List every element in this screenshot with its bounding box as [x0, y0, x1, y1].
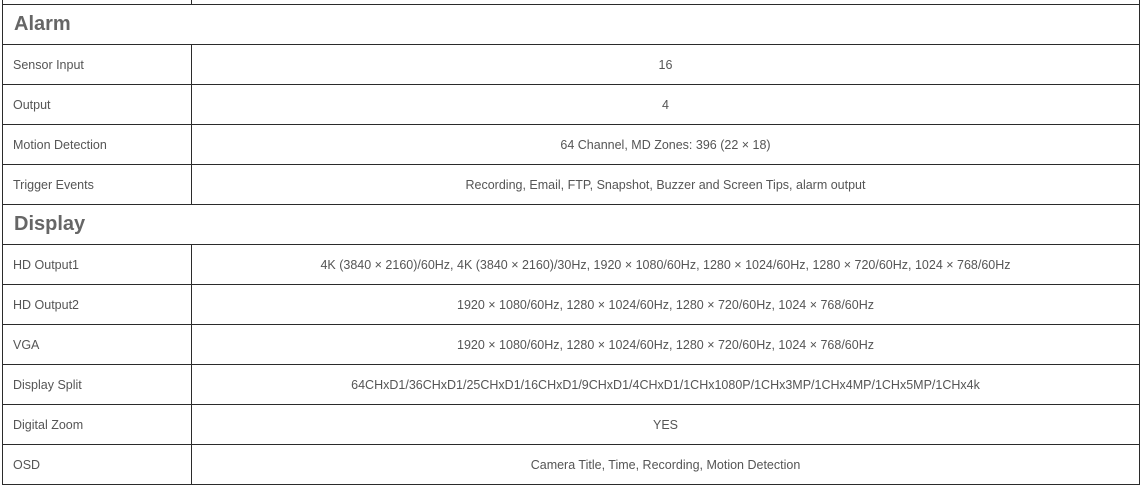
row-label: HD Output2 — [3, 285, 192, 325]
row-label: Motion Detection — [3, 125, 192, 165]
section-header-alarm — [3, 5, 1140, 45]
row-value: Recording, Email, FTP, Snapshot, Buzzer and Screen Tips, alarm output — [192, 165, 1140, 205]
row-value: 64CHxD1/36CHxD1/25CHxD1/16CHxD1/9CHxD1/4CHxD1/1CHx1080P/1CHx3MP/1CHx4MP/1CHx5MP/1CHx4k — [192, 365, 1140, 405]
spec-table-body — [3, 0, 1140, 485]
table-row — [3, 125, 1140, 165]
table-row — [3, 285, 1140, 325]
row-value: 4 — [192, 85, 1140, 125]
table-row — [3, 45, 1140, 85]
row-label: Digital Zoom — [3, 405, 192, 445]
table-row — [3, 365, 1140, 405]
row-value: 1920 × 1080/60Hz, 1280 × 1024/60Hz, 1280 × 720/60Hz, 1024 × 768/60Hz — [192, 285, 1140, 325]
row-value: 64 Channel, MD Zones: 396 (22 × 18) — [192, 125, 1140, 165]
section-header-display — [3, 205, 1140, 245]
row-value: Camera Title, Time, Recording, Motion Detection — [192, 445, 1140, 485]
table-row — [3, 85, 1140, 125]
row-label: VGA — [3, 325, 192, 365]
row-value: 1920 × 1080/60Hz, 1280 × 1024/60Hz, 1280 × 720/60Hz, 1024 × 768/60Hz — [192, 325, 1140, 365]
row-value: 16 — [192, 45, 1140, 85]
row-value: 4K (3840 × 2160)/60Hz, 4K (3840 × 2160)/30Hz, 1920 × 1080/60Hz, 1280 × 1024/60Hz, 1280 × 720/60Hz, 1024 × 768/60Hz — [192, 245, 1140, 285]
table-row — [3, 325, 1140, 365]
spec-table — [2, 0, 1140, 485]
section-title: Display — [3, 205, 1140, 245]
table-row — [3, 245, 1140, 285]
row-label: Sensor Input — [3, 45, 192, 85]
row-label: Trigger Events — [3, 165, 192, 205]
row-value: YES — [192, 405, 1140, 445]
row-label: HD Output1 — [3, 245, 192, 285]
row-label: Display Split — [3, 365, 192, 405]
section-title: Alarm — [3, 5, 1140, 45]
table-row — [3, 445, 1140, 485]
row-label: Output — [3, 85, 192, 125]
table-row — [3, 405, 1140, 445]
row-label: OSD — [3, 445, 192, 485]
table-row — [3, 165, 1140, 205]
